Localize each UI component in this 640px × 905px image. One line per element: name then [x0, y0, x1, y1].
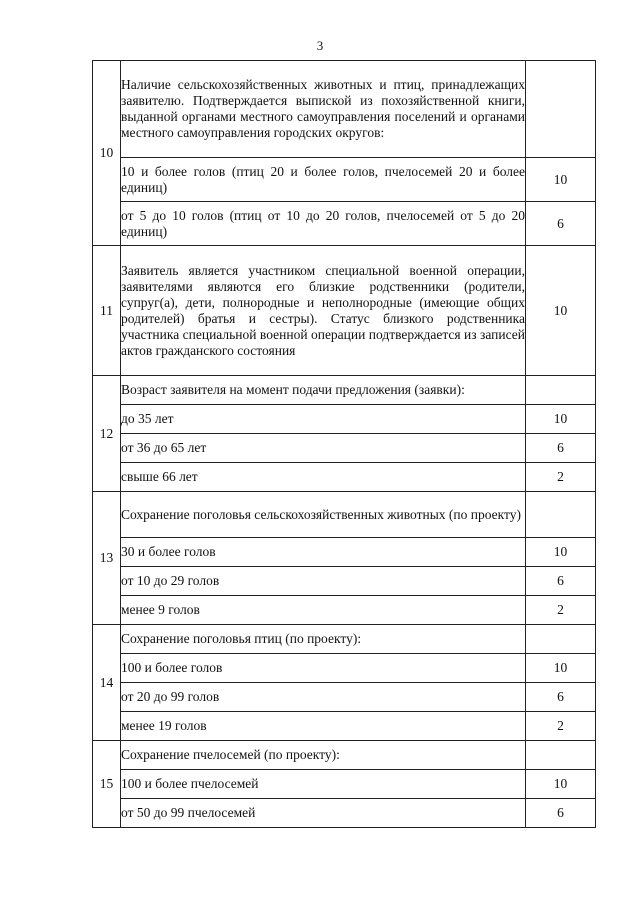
option-label: от 36 до 65 лет — [121, 434, 526, 463]
criterion-row-13 — [93, 492, 596, 538]
criterion-option — [93, 158, 596, 202]
criterion-option — [93, 654, 596, 683]
option-label: менее 19 голов — [121, 712, 526, 741]
option-label: 10 и более голов (птиц 20 и более голов, пчелосемей 20 и более единиц) — [121, 158, 526, 202]
option-label: от 5 до 10 голов (птиц от 10 до 20 голов, пчелосемей от 5 до 20 единиц) — [121, 202, 526, 246]
criterion-row-10 — [93, 61, 596, 158]
option-score: 6 — [526, 683, 596, 712]
criterion-number: 14 — [93, 625, 121, 741]
option-label: 100 и более пчелосемей — [121, 770, 526, 799]
criterion-number: 13 — [93, 492, 121, 625]
criterion-option — [93, 770, 596, 799]
option-label: менее 9 голов — [121, 596, 526, 625]
criterion-title: Сохранение поголовья птиц (по проекту): — [121, 625, 526, 654]
option-score: 10 — [526, 654, 596, 683]
criterion-option — [93, 596, 596, 625]
option-label: от 10 до 29 голов — [121, 567, 526, 596]
criterion-title: Возраст заявителя на момент подачи предложения (заявки): — [121, 376, 526, 405]
option-score: 6 — [526, 567, 596, 596]
criterion-number: 12 — [93, 376, 121, 492]
page-number: 3 — [316, 38, 324, 53]
option-label: свыше 66 лет — [121, 463, 526, 492]
criteria-table — [92, 60, 596, 828]
option-label: 30 и более голов — [121, 538, 526, 567]
criterion-number: 15 — [93, 741, 121, 828]
option-label: от 20 до 99 голов — [121, 683, 526, 712]
score-cell-empty — [526, 376, 596, 405]
criterion-option — [93, 712, 596, 741]
criterion-title: Сохранение поголовья сельскохозяйственных животных (по проекту) — [121, 492, 526, 538]
criterion-row-12 — [93, 376, 596, 405]
option-label: до 35 лет — [121, 405, 526, 434]
score-cell-empty — [526, 61, 596, 158]
criterion-option — [93, 463, 596, 492]
criterion-title: Заявитель является участником специальной военной операции, заявителями являются его близкие родственники (родители, супруг(а), дети, полнородные и неполнородные (имеющие общих родителей) братья и сестры). Статус близкого родственника участника специальной военной операции подтверждается из записей актов гражданского состояния — [121, 246, 526, 376]
criterion-option — [93, 567, 596, 596]
criterion-option — [93, 799, 596, 828]
score-cell-empty — [526, 741, 596, 770]
option-score: 2 — [526, 596, 596, 625]
option-score: 10 — [526, 770, 596, 799]
option-score: 6 — [526, 434, 596, 463]
criterion-option — [93, 434, 596, 463]
option-label: от 50 до 99 пчелосемей — [121, 799, 526, 828]
criterion-score: 10 — [526, 246, 596, 376]
option-score: 2 — [526, 712, 596, 741]
option-score: 10 — [526, 538, 596, 567]
criterion-option — [93, 538, 596, 567]
option-score: 2 — [526, 463, 596, 492]
option-score: 6 — [526, 799, 596, 828]
option-score: 10 — [526, 405, 596, 434]
criterion-title: Наличие сельскохозяйственных животных и птиц, принадлежащих заявителю. Подтверждается выпиской из похозяйственной книги, выданной органами местного самоуправления поселений и органами местного самоуправления городских округов: — [121, 61, 526, 158]
criterion-row-11 — [93, 246, 596, 376]
score-cell-empty — [526, 625, 596, 654]
score-cell-empty — [526, 492, 596, 538]
option-label: 100 и более голов — [121, 654, 526, 683]
criterion-row-14 — [93, 625, 596, 654]
criterion-option — [93, 202, 596, 246]
criterion-number: 10 — [93, 61, 121, 246]
criterion-option — [93, 405, 596, 434]
option-score: 6 — [526, 202, 596, 246]
criterion-number: 11 — [93, 246, 121, 376]
option-score: 10 — [526, 158, 596, 202]
criterion-option — [93, 683, 596, 712]
criterion-row-15 — [93, 741, 596, 770]
criterion-title: Сохранение пчелосемей (по проекту): — [121, 741, 526, 770]
